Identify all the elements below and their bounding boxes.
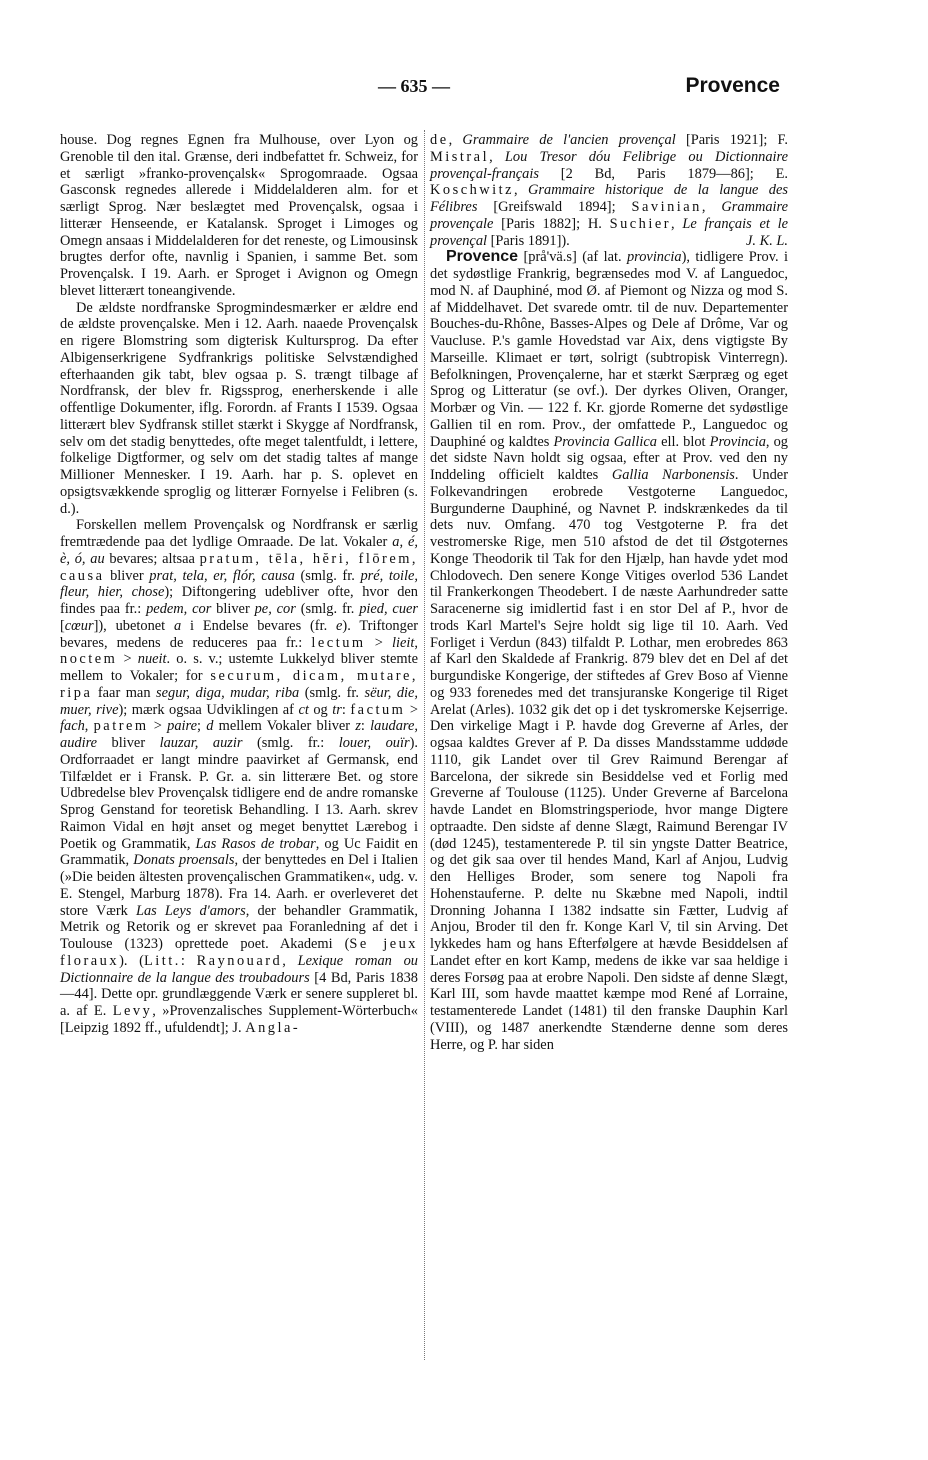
italic-term: nueit xyxy=(137,651,167,668)
italic-term: Lou Tresor dóu Felibrige ou Dictionnaire provençal-français xyxy=(430,148,788,182)
text-run: ). Triftonger bevares, medens de reduceres paa fr.: xyxy=(60,617,418,651)
italic-term: prat, tela, er, flór, causa xyxy=(149,567,295,584)
text-run: ). ( xyxy=(119,952,144,969)
text-run: [prå'vä.s] (af lat. xyxy=(518,249,627,266)
text-run: : xyxy=(341,701,351,718)
text-run: mellem Vokaler bliver xyxy=(213,718,356,735)
italic-term: lieit xyxy=(392,634,415,651)
italic-term: lauzar, auzir xyxy=(159,735,243,751)
italic-term: Grammaire de l'ancien provençal xyxy=(462,132,676,148)
italic-term: Provincia xyxy=(709,433,766,450)
text-run: (smlg. fr. xyxy=(294,567,361,584)
italic-term: e xyxy=(336,617,343,634)
text-run: . Under Folkevandringen erobrede Vestgoterne Languedoc, Burgunderne Dauphiné, og Navnet P. indskrænkedes da til dets nuv. Omfang. 470 tog Vestgoterne P. fra det vestromerske Rige, men 510 afstod de det til Østgoternes Konge Theodorik til Tak for den Hjælp, han havde ydet mod Chlodovech. Den senere Konge Vitiges overlod 536 Landet til Frankerkongen Theodebert. I de næste Aarhundreder satte Saracenerne sig imidlertid fast i en stor Del af P., hvor de trods Karl Martel's Sejre holdt sig lige til 10. Aarh. Ved Forliget i Verdun (843) tilfaldt P. Lothar, men erobredes 863 af Karl den Skaldede af Frankrig. 879 blev det en Del af det burgundiske Kongerige, der stiftedes af Grev Boso af Vienne og 933 forenedes med det transjuranske Kongerige til Riget Arelat (Arles). 1032 gik det op i det tyskromerske Kejserrige. Den virkelige Magt i P. havde dog Greverne af Arles, der ogsaa kaldtes Grever af P. Da disses Mandsstamme uddøde 1110, gik Landet over til Grev Raimund Berengar af Barcelona, der sikrede sin Besiddelse ved et Forlig med Greverne af Toulouse (1125). Under Greverne af Barcelona havde Landet en Blomstringsperiode, hvor mange Digtere optraadte. Den sidste af denne Slægt, Raimund Berengar IV (død 1245), testamenterede P. til sin yngste Datter Beatrice, og det gik saa over til hendes Mand, Karl af Anjou, Ludvig den Helliges Broder, som senere tog Napoli fra Hohenstauferne. P. delte nu Skæbne med Napoli, indtil Dronning Johanna I 1382 indsatte sin Fætter, Ludvig af Anjou, Broder til den fr. Konge Karl V, til sin Arving. Det lykkedes ham og hans Efterfølgere at hævde Besiddelsen af Landet efter en kort Kamp, medens de ikke var saa heldige i deres Forsøg paa at erobre Napoli. Den sidste af denne Slægt, Karl III, som havde maattet kæmpe mod René af Lorraine, testamenterede Landet (1481) til den franske Dauphin Karl (VIII), og 1487 anerkendte Stænderne denne som deres Herre, og P. har siden xyxy=(430,467,788,1053)
text-run: , »Provenzalisches Supplement-Wörterbuch« [Leipzig 1892 ff., ufuldendt]; J. xyxy=(60,1003,418,1036)
text-run: , xyxy=(414,634,418,651)
italic-term: Grammaire historique de la langue des Félibres xyxy=(430,182,788,215)
italic-term: d xyxy=(206,718,214,735)
text-run: , xyxy=(84,718,94,735)
author-signature: J. K. L. xyxy=(746,232,788,249)
text-run: , xyxy=(489,148,505,165)
paragraph-phonology xyxy=(60,517,418,1036)
spaced-term: noctem xyxy=(60,651,118,668)
spaced-term: Raynouard xyxy=(196,952,283,969)
spaced-term: Litt. xyxy=(143,952,181,969)
italic-term: Las Rasos de trobar xyxy=(195,835,316,852)
text-run: Forskellen mellem Provençalsk og Nordfransk er særlig fremtrædende paa det lydlige Omraade. De lat. Vokaler xyxy=(60,517,418,550)
text-run: , xyxy=(282,952,298,969)
text-run: [Greifswald 1894]; xyxy=(477,199,632,215)
spaced-term: patrem xyxy=(93,718,149,735)
italic-term: sëur, die, muer, rive xyxy=(60,684,418,718)
text-run: , og Uc Faidit en Grammatik, xyxy=(60,835,418,869)
text-run: [Paris 1891]). xyxy=(487,232,570,249)
spaced-term: Koschwitz xyxy=(430,182,515,199)
spaced-term: lectum xyxy=(311,634,366,651)
text-run: (smlg. fr. xyxy=(299,684,365,701)
spaced-term: Suchier xyxy=(609,215,672,232)
text-run: , og det sidste Navn holdt sig ogsaa, efter at Prov. ved den ny Inddeling officielt kaldtes xyxy=(430,433,788,483)
italic-term: cœur xyxy=(64,617,94,634)
paragraph-dialects: house. Dog regnes Egnen fra Mulhouse, over Lyon og Grenoble til den ital. Grænse, deri indbefattet fr. Schweiz, for et særligt »franko-provençalsk« Sprogomraade. Ogsaa Gasconsk regnedes allerede i Middelalderen alm. for et særligt Sprog. Nær beslægtet med Provençalsk, ogsaa i litterær Henseende, er Katalansk. Sproget i Limoges og Omegn ansaas i Middelalderen for det reneste, og Limousinsk brugtes derfor ofte, navnlig i Spanien, i samme Bet. som Provençalsk. I 19. Aarh. er Sproget i Avignon og Omegn blevet litterært toneangivende. xyxy=(60,132,418,299)
column-divider xyxy=(424,130,425,1360)
text-run: ell. blot xyxy=(656,433,710,450)
italic-term: pré, toile, fleur, hier, chose xyxy=(60,567,419,601)
page-header xyxy=(0,72,928,106)
text-run: , xyxy=(701,199,722,215)
italic-term: segur, diga, mudar, riba xyxy=(156,684,300,701)
running-head: Provence xyxy=(685,74,780,97)
right-column xyxy=(430,132,788,1053)
text-run: ]), ubetonet xyxy=(93,617,174,634)
text-run: > xyxy=(148,718,168,735)
italic-term: pe, cor xyxy=(254,601,296,617)
italic-term: Donats proensals xyxy=(133,852,235,869)
text-run: , xyxy=(448,132,463,148)
spaced-term: Levy xyxy=(112,1003,153,1019)
text-run: , der behandler Grammatik, Metrik og Retorik og er skrevet paa Foranledning af det i Toulouse (1323) oprettede poet. Akademi ( xyxy=(60,902,418,952)
italic-term: Las Leys d'amors xyxy=(135,902,246,919)
spaced-term: factum xyxy=(350,701,406,718)
text-run: [2 Bd, Paris 1879—86]; E. xyxy=(538,165,788,182)
text-run: [4 Bd, Paris 1838—44]. Dette opr. grundlæggende Værk er senere suppleret bl. a. af E. xyxy=(60,969,418,1019)
text-run: : xyxy=(360,718,371,735)
italic-term: Gallia Narbonensis xyxy=(611,467,735,483)
spaced-term: Se jeux floraux xyxy=(60,936,418,969)
entry-provence xyxy=(430,249,788,1053)
text-run: (smlg. fr. xyxy=(295,601,360,617)
text-run: ); mærk ogsaa Udviklingen af xyxy=(118,701,299,718)
italic-term: pedem, cor xyxy=(146,601,212,617)
page-number: — 635 — xyxy=(378,76,450,96)
italic-term: ct xyxy=(298,701,309,718)
spaced-term: securum, dicam, mutare, ripa xyxy=(60,668,418,701)
paragraph-bibliography xyxy=(430,132,788,249)
italic-term: laudare, audire xyxy=(60,718,418,751)
left-column xyxy=(60,132,418,1037)
text-run: ). Ordforraadet er langt mindre paavirket af Germansk, end Tilfældet er i Fransk. P. Gr. a. sin litterære Bet. og store Udbredelse blev Provençalsk tidligere end de andre romanske Sprog Genstand for teoretisk Behandling. I 13. Aarh. skrev Raimon Vidal en højt anset og meget benyttet Lærebog i Poetik og Grammatik, xyxy=(60,735,418,852)
italic-term: louer, ouïr xyxy=(338,735,410,751)
text-run: bliver xyxy=(97,735,160,751)
text-run: , der benyttedes en Del i Italien (»Die beiden ältesten provençalischen Grammatiken«, udg. v. E. Stengel, Marburg 1878). Fra 14. Aarh. er overleveret det store Værk xyxy=(60,852,419,919)
text-run: bliver xyxy=(211,601,255,617)
text-run: ), tidligere Prov. i det sydøstlige Frankrig, begrænsedes mod V. af Languedoc, mod N. af Dauphiné, mod Ø. af Piemont og Nizza og mod S. af Middelhavet. Det svarede omtr. til de nuv. Departementer Bouches-du-Rhône, Basses-Alpes og Dele af Drôme, Var og Vaucluse. P.'s gamle Hovedstad var Aix, dens vigtigste By Marseille. Klimaet er tørt, solrigt (subtropisk Vinterregn). Befolkningen, Provençalerne, har et stærkt Særpræg og eget Sprog og Litteratur (se ovf.). Der dyrkes Oliven, Oranger, Morbær og Vin. — 122 f. Kr. gjorde Romerne det sydøstlige Gallien til en rom. Prov., der omfattede P., Languedoc og Dauphiné og kaldtes xyxy=(430,249,788,450)
text-run: og xyxy=(308,701,333,718)
text-run: : xyxy=(180,952,197,969)
text-run: bevares; altsaa xyxy=(104,550,200,567)
italic-term: provincia xyxy=(626,249,682,266)
text-run: > xyxy=(365,634,392,651)
text-run: faar man xyxy=(92,684,157,701)
text-run: [ xyxy=(60,617,65,634)
text-run: ); Diftongering udebliver ofte, hvor den findes paa fr.: xyxy=(60,584,418,617)
spaced-term: Mistral xyxy=(430,148,490,165)
text-run: > xyxy=(405,701,418,718)
italic-term: Grammaire provençale xyxy=(430,199,788,232)
text-run: bliver xyxy=(104,567,150,584)
spaced-term: pratum, tēla, hĕri, flōrem, causa xyxy=(60,550,418,584)
italic-term: pied, cuer xyxy=(359,601,419,617)
spaced-term: Angla- xyxy=(245,1019,301,1036)
paragraph-history: De ældste nordfranske Sprogmindesmærker er ældre end de ældste provençalske. Men i 12. Aarh. naaede Provençalsk en rigere Blomstring som digterisk Kultursprog. Da efter Albigenserkrigene Sydfrankrigs politiske Selvstændighed efterhaanden gik tabt, blev ogsaa p. S. trængt tilbage af Nordfransk, der blev fr. Rigssprog, enerherskende i alle offentlige Dokumenter, iflg. Forordn. af Frants I 1539. Ogsaa litterært blev Sydfransk stillet stærkt i Skygge af Nordfransk, selv om det stadig benyttedes, ofte meget talentfuldt, i lettere, folkelige Digtformer, og selv om det stadig taltes af mange Millioner Mennesker. I 19. Aarh. har p. S. oplevet en opsigtsvækkende sproglig og litterær Fornyelse i Felibren (s. d.). xyxy=(60,299,418,517)
text-run: , xyxy=(671,215,683,232)
italic-term: tr xyxy=(332,701,342,718)
text-run: ; xyxy=(197,718,207,735)
text-run: . o. s. v.; ustemte Lukkelyd bliver stemte mellem to Vokaler; for xyxy=(60,651,419,684)
italic-term: a, é, è, ó, au xyxy=(60,534,418,567)
text-run: i Endelse bevares (fr. xyxy=(181,617,337,634)
italic-term: paire xyxy=(167,718,197,735)
entry-headword: Provence xyxy=(446,248,519,266)
italic-term: z xyxy=(355,718,361,735)
text-run: (smlg. fr.: xyxy=(242,735,339,751)
italic-term: fach xyxy=(60,718,85,735)
italic-term: Lexique roman ou Dictionnaire de la langue des troubadours xyxy=(60,952,418,986)
text-run: > xyxy=(117,651,138,668)
italic-term: Provincia Gallica xyxy=(553,433,657,450)
text-run: [Paris 1882]; H. xyxy=(493,215,610,232)
spaced-term: Savinian xyxy=(631,199,702,215)
italic-term: Le français et le provençal xyxy=(430,215,789,249)
text-run: , xyxy=(514,182,529,199)
spaced-term: de xyxy=(430,132,449,148)
italic-term: a xyxy=(173,617,182,634)
text-run: [Paris 1921]; F. xyxy=(675,132,788,148)
